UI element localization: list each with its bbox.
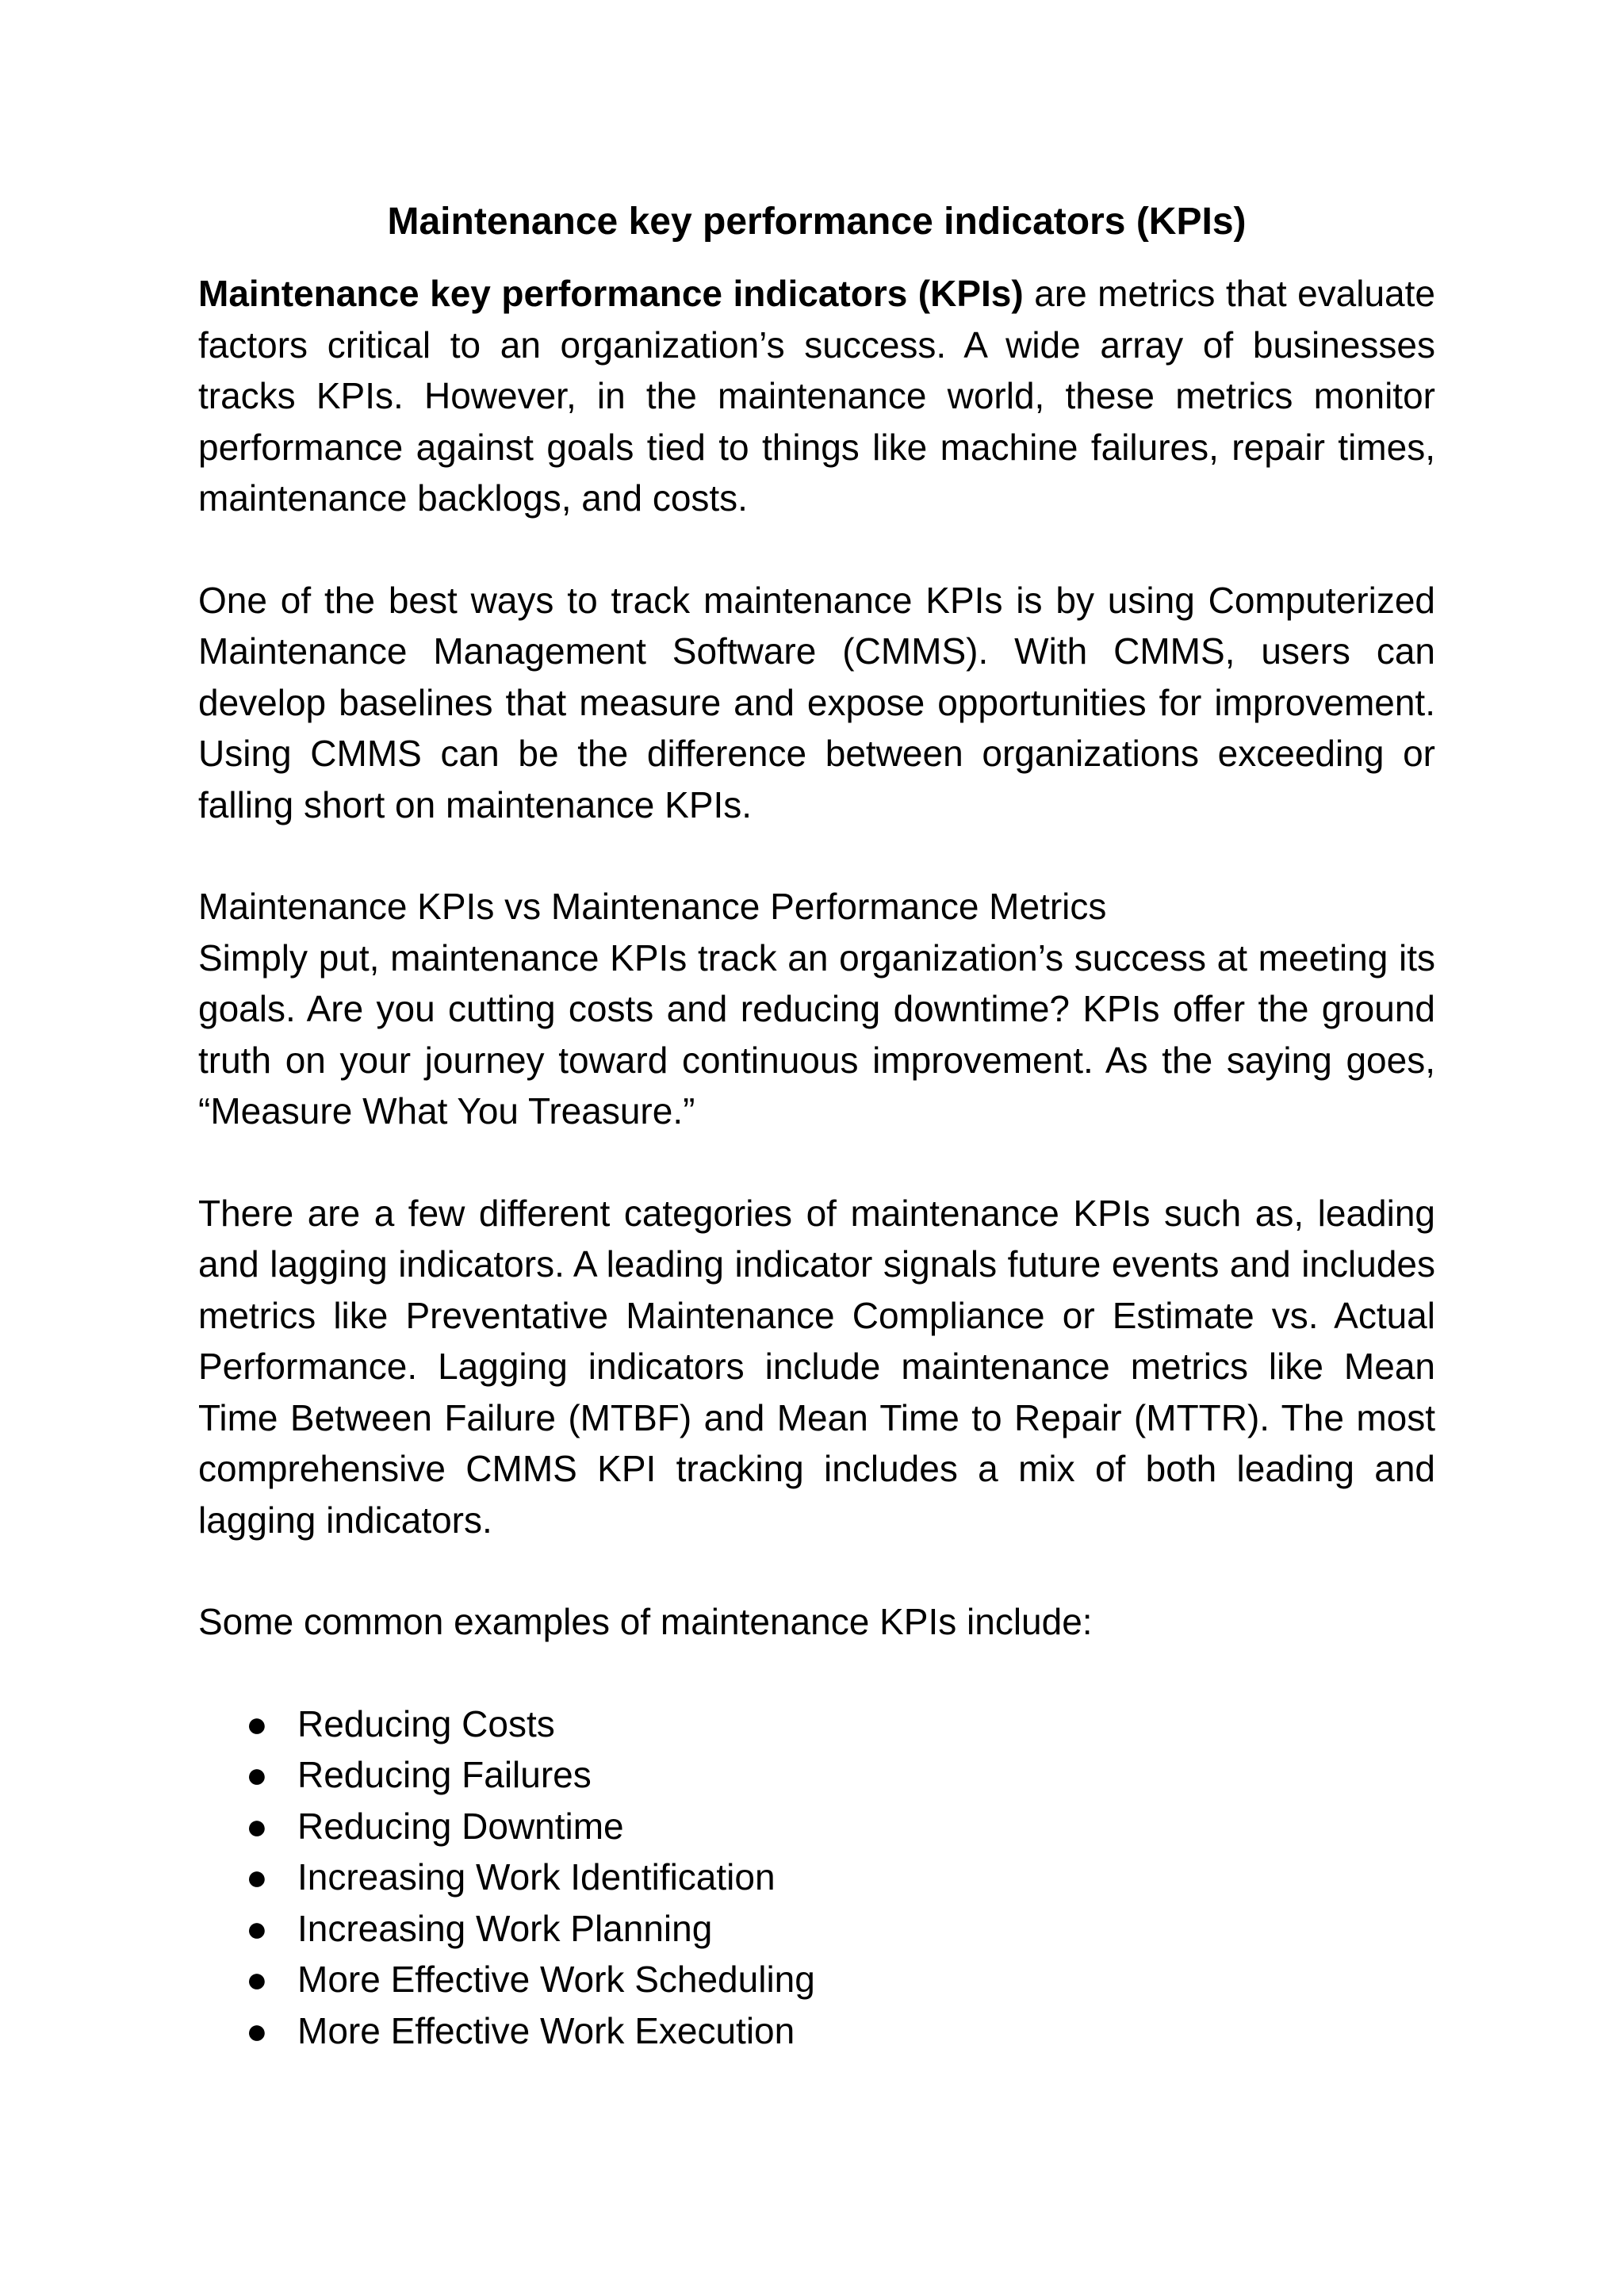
bullet-icon: ●	[246, 1856, 268, 1898]
kpi-examples-list	[198, 1698, 1435, 2057]
list-item: ● Increasing Work Planning	[246, 1903, 1435, 1955]
bullet-icon: ●	[246, 2009, 268, 2051]
document-page	[198, 190, 1435, 2056]
kpis-vs-metrics-section	[198, 881, 1435, 1137]
simply-put-paragraph: Simply put, maintenance KPIs track an organization’s success at meeting its goals. Are you cutting costs and reducing downtime? KPIs offer the ground truth on your journey toward continuous improvement. As the saying goes, “Measure What You Treasure.”	[198, 936, 1435, 1132]
categories-paragraph: There are a few different categories of maintenance KPIs such as, leading and lagging indicators. A leading indicator signals future events and includes metrics like Preventative Maintenance Compliance or Estimate vs. Actual Performance. Lagging indicators include maintenance metrics like Mean Time Between Failure (MTBF) and Mean Time to Repair (MTTR). The most comprehensive CMMS KPI tracking includes a mix of both leading and lagging indicators.	[198, 1192, 1435, 1541]
document-title: Maintenance key performance indicators (KPIs)	[387, 201, 1247, 243]
intro-bold-term: Maintenance key performance indicators (KPIs)	[198, 273, 1024, 314]
bullet-icon: ●	[246, 1907, 268, 1949]
list-item: ● Reducing Downtime	[246, 1801, 1435, 1852]
bullet-icon: ●	[246, 1754, 268, 1795]
section-heading: Maintenance KPIs vs Maintenance Performance Metrics	[198, 886, 1107, 927]
list-item: ● Reducing Failures	[246, 1749, 1435, 1801]
list-item: ● More Effective Work Scheduling	[246, 1954, 1435, 2005]
intro-paragraph	[198, 268, 1435, 524]
list-item: ● Reducing Costs	[246, 1698, 1435, 1750]
cmms-paragraph: One of the best ways to track maintenance KPIs is by using Computerized Maintenance Management Software (CMMS). With CMMS, users can develop baselines that measure and expose opportunities for improvement. Using CMMS can be the difference between organizations exceeding or falling short on maintenance KPIs.	[198, 579, 1435, 825]
bullet-icon: ●	[246, 1959, 268, 2000]
bullet-icon: ●	[246, 1702, 268, 1744]
list-item: ● More Effective Work Execution	[246, 2005, 1435, 2057]
list-intro: Some common examples of maintenance KPIs include:	[198, 1601, 1093, 1642]
bullet-icon: ●	[246, 1805, 268, 1847]
intro-text: are metrics that evaluate factors critical to an organization’s success. A wide array of businesses tracks KPIs. However, in the maintenance world, these metrics monitor performance against goals tied to things like machine failures, repair times, maintenance backlogs, and costs.	[198, 273, 1435, 519]
list-item: ● Increasing Work Identification	[246, 1852, 1435, 1903]
